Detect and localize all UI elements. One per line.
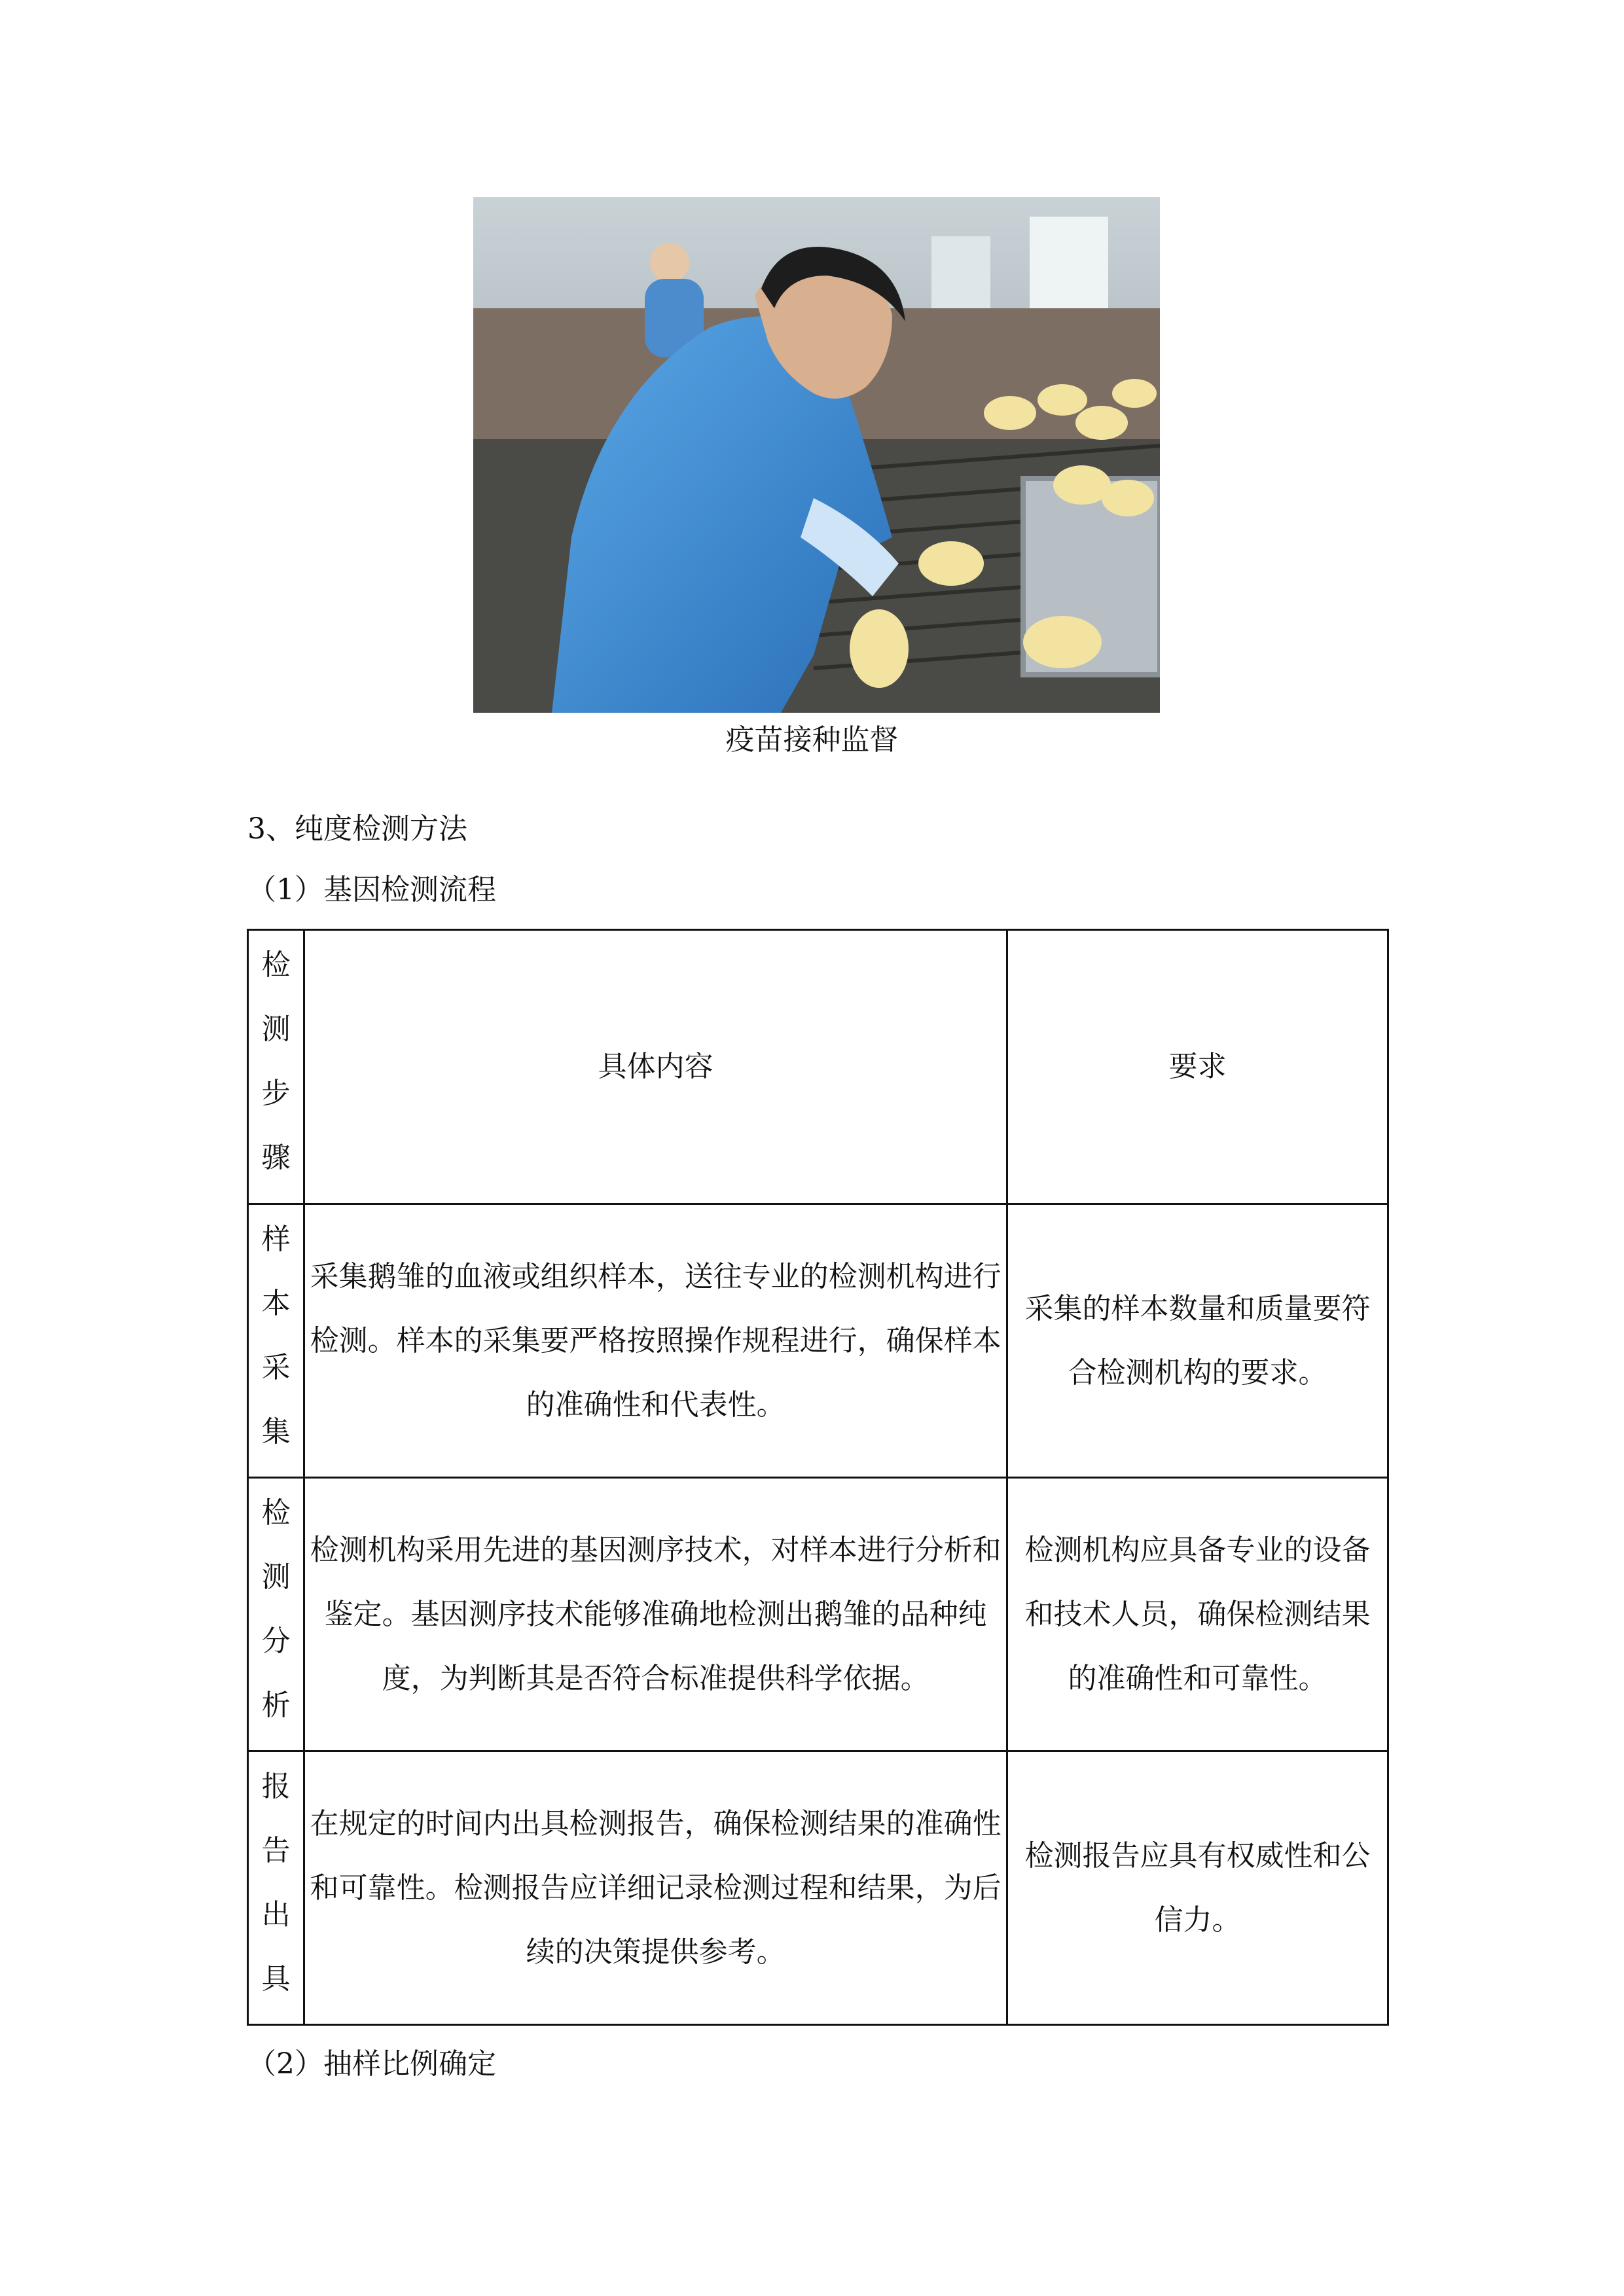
row-step: 报告出具: [248, 1751, 304, 2025]
table-header-row: [248, 930, 1388, 1204]
table-row: [248, 1751, 1388, 2025]
header-step: 检测步骤: [248, 930, 304, 1204]
photo-caption: 疫苗接种监督: [725, 723, 899, 757]
subsection-heading-gene-flow: （1）基因检测流程: [247, 873, 496, 906]
table-row: [248, 1204, 1388, 1478]
vaccination-photo: [473, 197, 1160, 713]
row-requirement: 检测报告应具有权威性和公信力。: [1007, 1751, 1388, 2025]
vaccination-photo-illustration: [473, 197, 1160, 713]
gene-detection-table: [247, 929, 1389, 2026]
row-step: 检测分析: [248, 1478, 304, 1751]
row-content: 采集鹅雏的血液或组织样本，送往专业的检测机构进行检测。样本的采集要严格按照操作规程进行，确保样本的准确性和代表性。: [304, 1204, 1007, 1478]
row-step: 样本采集: [248, 1204, 304, 1478]
table-row: [248, 1478, 1388, 1751]
section-heading-purity-method: 3、纯度检测方法: [247, 812, 467, 846]
header-requirement: 要求: [1007, 930, 1388, 1204]
row-content: 检测机构采用先进的基因测序技术，对样本进行分析和鉴定。基因测序技术能够准确地检测出鹅雏的品种纯度，为判断其是否符合标准提供科学依据。: [304, 1478, 1007, 1751]
row-requirement: 采集的样本数量和质量要符合检测机构的要求。: [1007, 1204, 1388, 1478]
subsection-heading-sampling-ratio: （2）抽样比例确定: [247, 2047, 496, 2081]
header-content: 具体内容: [304, 930, 1007, 1204]
row-requirement: 检测机构应具备专业的设备和技术人员，确保检测结果的准确性和可靠性。: [1007, 1478, 1388, 1751]
row-content: 在规定的时间内出具检测报告，确保检测结果的准确性和可靠性。检测报告应详细记录检测过程和结果，为后续的决策提供参考。: [304, 1751, 1007, 2025]
